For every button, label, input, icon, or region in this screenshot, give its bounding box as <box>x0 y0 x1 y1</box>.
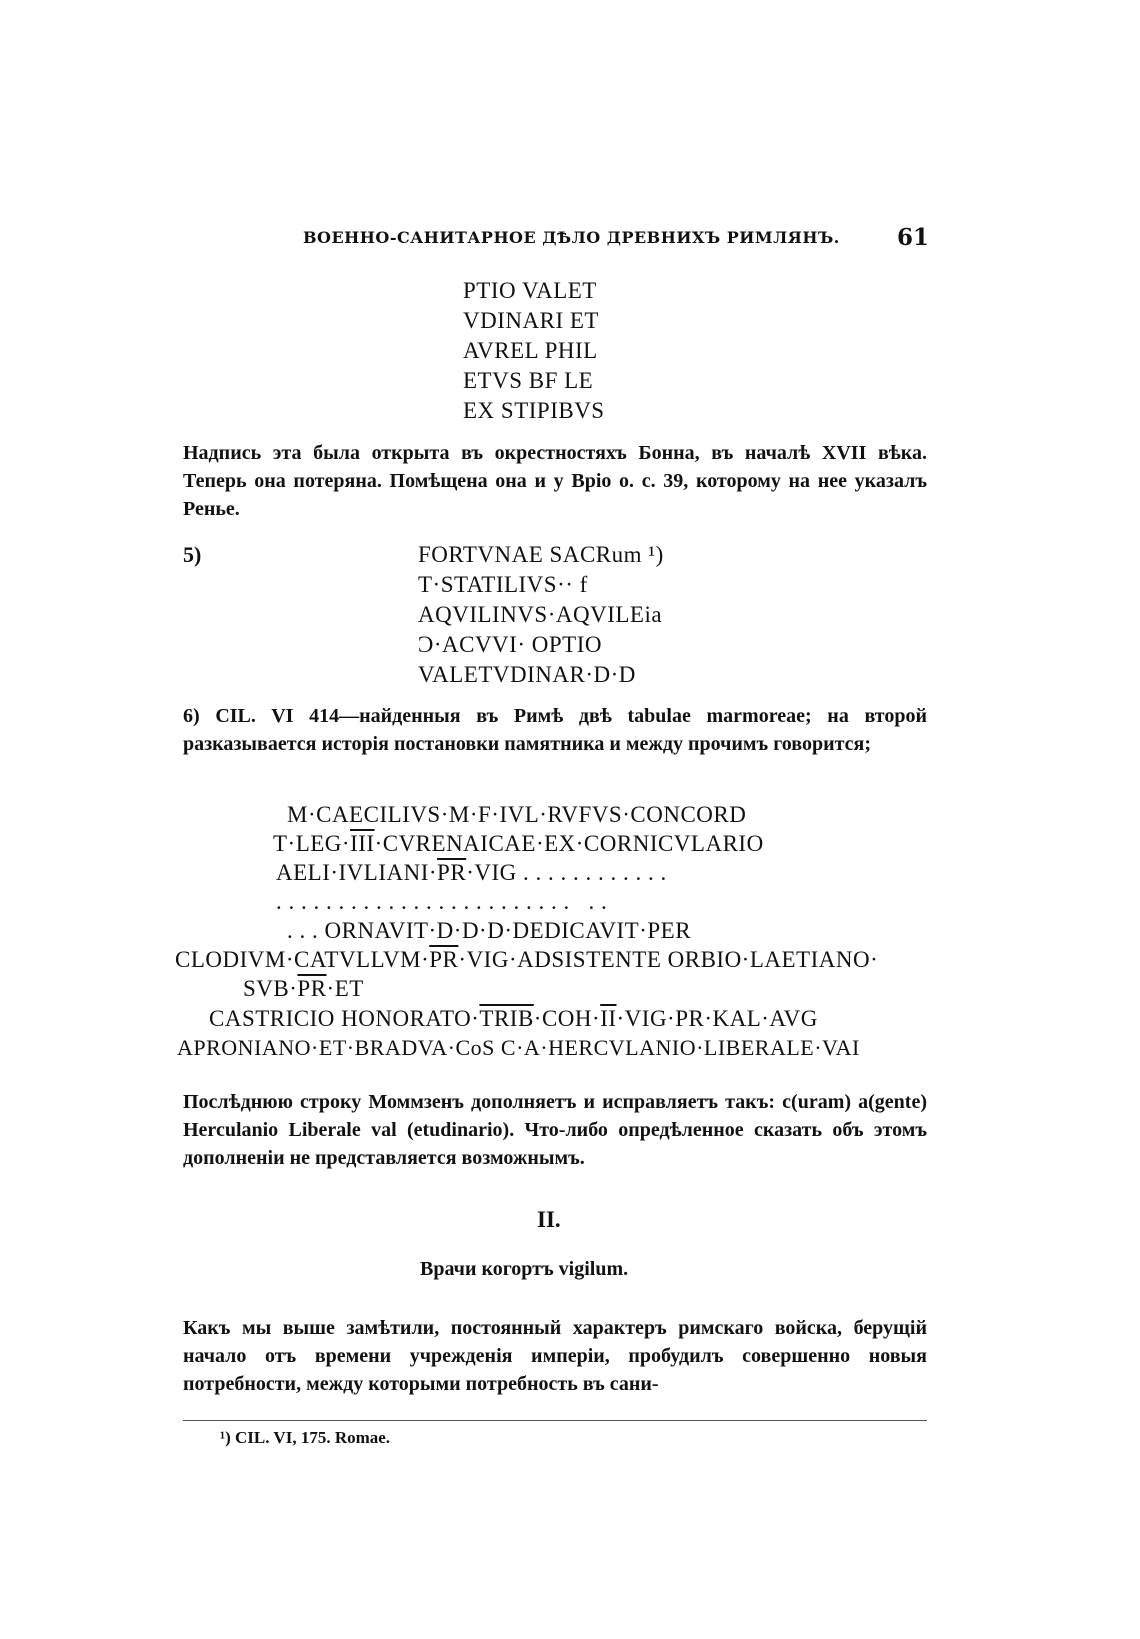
inscription-line: $CLODIVM\cdot CATVLLVM\cdot\overline{PR}\cdot VIG\cdot ADSISTENTE$ ORBIO·LAETIANO· <box>175 947 879 972</box>
inscription-line: FORTVNAE SACRum ¹) <box>418 542 664 567</box>
paragraph-item-6: 6) CIL. VI 414—найденныя въ Римѣ двѣ tabulae marmoreae; на второй разказывается исторія постановки памятника и между прочимъ говорится; <box>183 705 927 755</box>
section-title: Врачи когортъ vigilum. <box>420 1258 629 1280</box>
paragraph-discovery: Надпись эта была открыта въ окрестностяхъ Бонна, въ началѣ XVII вѣка. Теперь она потеряна. Помѣщена она и у Вріо о. с. 39, которому на нее указалъ Ренье. <box>183 442 927 520</box>
page-number: 61 <box>897 224 930 251</box>
inscription-line: CASTRICIO $HONORATO\cdot TRIB\cdot COH\cdot\overline{II}\cdot VIG\cdot PR\cdot KAL\cdot AVG$ <box>209 1006 818 1031</box>
inscription-line: Ͻ·ACVVI· OPTIO <box>418 632 602 657</box>
inscription-line: AVREL PHIL <box>463 338 598 363</box>
inscription-line: $AELI\cdot IVLIANI\cdot\overline{PR}\cdot VIG$ . . . . . . . . . . . . <box>276 860 667 885</box>
inscription-line: PTIO VALET <box>463 278 597 303</box>
running-title: ВОЕННО-САНИТАРНОЕ ДѢЛО ДРЕВНИХЪ РИМЛЯНЪ. <box>303 228 840 247</box>
inscription-line: $SVB\cdot\overline{PR}\cdot ET$ <box>243 976 364 1001</box>
inscription-line: . . . ORNAVIT·D·D·D·DEDICAVIT·PER <box>287 918 692 943</box>
inscription-line: M·CAECILIVS·M·F·IVL·RVFVS·CONCORD <box>287 802 747 827</box>
section-number: II. <box>537 1207 561 1232</box>
inscription-line: EX STIPIBVS <box>463 398 605 423</box>
paragraph-army: Какъ мы выше замѣтили, постоянный характеръ римскаго войска, берущій начало отъ времени учрежденія имперіи, пробудилъ совершенно новыя потребности, между которыми потребность въ сани- <box>183 1317 927 1395</box>
inscription-line: ETVS BF LE <box>463 368 594 393</box>
inscription-line: $T\cdot LEG\cdot\overline{III}\cdot CVRENAICAE\cdot EX\cdot CORNICVLARIO$ <box>273 831 764 856</box>
item-5-label: 5) <box>183 542 202 567</box>
footnote-divider <box>183 1420 927 1421</box>
inscription-line: . . . . . . . . . . . . . . . . . . . . . . . . . . <box>276 889 608 914</box>
inscription-line: APRONIANO·ET·BRADVA·CoS C·A·HERCVLANIO·LIBERALE·VAI <box>177 1035 860 1060</box>
inscription-line: AQVILINVS·AQVILEia <box>418 602 663 627</box>
paragraph-mommsen: Послѣднюю строку Моммзенъ дополняетъ и исправляетъ такъ: c(uram) a(gente) Herculanio Liberale val (etudinario). Что-либо опредѣленное сказать объ этомъ дополненіи не представляется возможнымъ. <box>183 1091 927 1169</box>
footnote: ¹) CIL. VI, 175. Romae. <box>220 1428 391 1447</box>
inscription-line: T·STATILIVS·· f <box>418 572 588 597</box>
inscription-line: VDINARI ET <box>463 308 599 333</box>
inscription-line: VALETVDINAR·D·D <box>418 662 636 687</box>
